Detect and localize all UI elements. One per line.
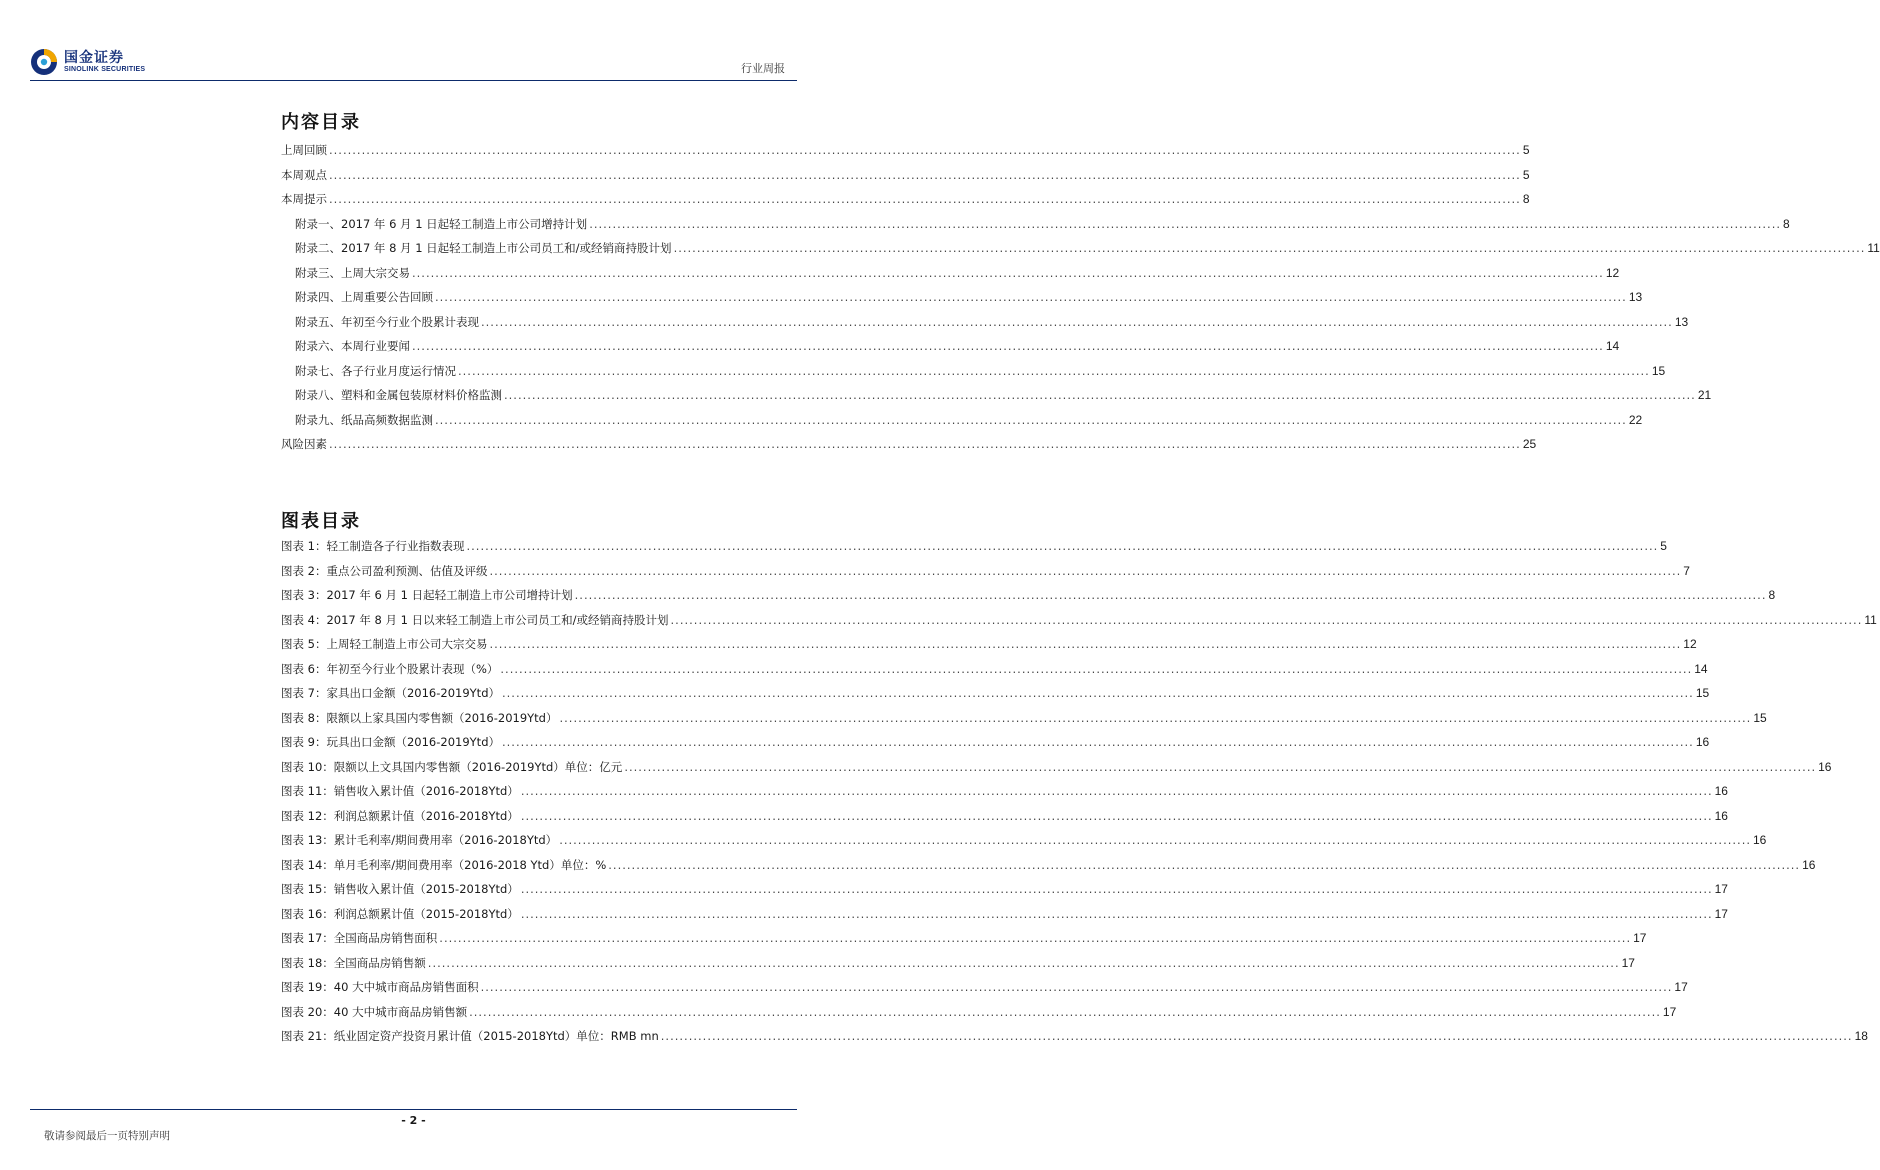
figure-entry-page: 17 [1714, 906, 1728, 921]
contents-entry-page: 25 [1522, 437, 1537, 451]
contents-entry-title: 附录八、塑料和金属包装原材料价格监测 [295, 388, 502, 402]
contents-entry-title: 本周观点 [281, 167, 327, 182]
figure-entry[interactable] [281, 612, 1877, 637]
dot-leader [608, 858, 1800, 872]
contents-entry-title: 附录六、本周行业要闻 [295, 339, 410, 353]
dot-leader [521, 784, 1713, 798]
figure-entry-page: 18 [1854, 1029, 1868, 1043]
page-number: - 2 - [401, 1114, 426, 1127]
contents-entry-title: 附录一、2017 年 6 月 1 日起轻工制造上市公司增持计划 [295, 216, 588, 231]
dot-leader [521, 907, 1713, 921]
report-type-label: 行业周报 [741, 62, 785, 75]
dot-leader [329, 143, 1521, 157]
figure-entry-title: 图表 11：销售收入累计值（2016-2018Ytd） [281, 784, 519, 798]
dot-leader [559, 833, 1751, 847]
dot-leader [489, 564, 1681, 578]
figure-entry-title: 图表 2：重点公司盈利预测、估值及评级 [281, 563, 488, 578]
figure-entry-title: 图表 6：年初至今行业个股累计表现（%） [281, 661, 499, 676]
figure-entry-page: 17 [1662, 1004, 1677, 1019]
figure-entry-page: 15 [1695, 686, 1710, 700]
contents-entry-page: 5 [1522, 167, 1530, 182]
contents-entry-title: 附录七、各子行业月度运行情况 [295, 363, 456, 378]
dot-leader [671, 613, 1863, 627]
figure-entry-title: 图表 16：利润总额累计值（2015-2018Ytd） [281, 906, 519, 921]
dot-leader [435, 290, 1627, 304]
dot-leader [560, 711, 1752, 725]
figure-entry-title: 图表 8：限额以上家具国内零售额（2016-2019Ytd） [281, 710, 558, 725]
contents-entry-page: 22 [1628, 412, 1643, 427]
figure-entry[interactable] [281, 636, 1697, 661]
figure-entry[interactable] [281, 979, 1688, 1004]
footer-divider [30, 1109, 797, 1110]
dot-leader [502, 686, 1694, 700]
figure-entry[interactable] [281, 783, 1728, 808]
figure-entry-title: 图表 15：销售收入累计值（2015-2018Ytd） [281, 882, 519, 896]
dot-leader [458, 364, 1650, 378]
header-divider [30, 80, 797, 81]
figure-entry-page: 16 [1714, 784, 1728, 798]
figures-list [281, 538, 1877, 1053]
contents-entry[interactable] [281, 142, 1530, 167]
company-logo [30, 46, 160, 78]
figure-entry-title: 图表 12：利润总额累计值（2016-2018Ytd） [281, 808, 519, 823]
contents-entry[interactable] [281, 412, 1643, 437]
figure-entry[interactable] [281, 587, 1776, 612]
figures-title: 图表目录 [281, 511, 361, 532]
dot-leader [481, 315, 1673, 329]
dot-leader [428, 956, 1620, 970]
contents-entry[interactable] [281, 314, 1689, 339]
contents-entry-title: 上周回顾 [281, 143, 327, 157]
figure-entry-page: 16 [1695, 735, 1710, 749]
dot-leader [521, 809, 1713, 823]
contents-entry-title: 风险因素 [281, 437, 327, 451]
figure-entry[interactable] [281, 661, 1708, 686]
dot-leader [589, 217, 1781, 231]
contents-entry-page: 5 [1522, 143, 1530, 157]
figure-entry[interactable] [281, 563, 1690, 588]
contents-entry[interactable] [281, 167, 1530, 192]
contents-entry-page: 8 [1783, 216, 1790, 231]
dot-leader [661, 1029, 1853, 1043]
dot-leader [504, 388, 1696, 402]
figure-entry-page: 17 [1621, 955, 1635, 970]
contents-entry[interactable] [281, 191, 1530, 216]
figure-entry[interactable] [281, 759, 1832, 784]
figure-entry-title: 图表 20：40 大中城市商品房销售额 [281, 1004, 468, 1019]
contents-entry[interactable] [281, 363, 1666, 388]
figure-entry[interactable] [281, 1004, 1677, 1029]
contents-entry-page: 13 [1628, 290, 1643, 304]
figure-entry-title: 图表 17：全国商品房销售面积 [281, 931, 438, 945]
dot-leader [439, 931, 1631, 945]
contents-entry-page: 21 [1697, 388, 1712, 402]
figure-entry-page: 16 [1802, 857, 1816, 872]
figure-entry[interactable] [281, 1028, 1868, 1053]
contents-list [281, 142, 1880, 461]
contents-entry-title: 本周提示 [281, 192, 327, 206]
figure-entry-title: 图表 7：家具出口金额（2016-2019Ytd） [281, 686, 500, 700]
dot-leader [412, 266, 1604, 280]
contents-entry-page: 14 [1605, 339, 1620, 353]
dot-leader [329, 437, 1521, 451]
contents-entry[interactable] [281, 240, 1880, 265]
figure-entry[interactable] [281, 734, 1710, 759]
contents-entry[interactable] [281, 265, 1620, 290]
figure-entry-page: 5 [1660, 539, 1667, 553]
contents-entry-title: 附录二、2017 年 8 月 1 日起轻工制造上市公司员工和/或经销商持股计划 [295, 241, 672, 255]
figure-entry[interactable] [281, 906, 1728, 931]
figure-entry[interactable] [281, 881, 1728, 906]
figure-entry[interactable] [281, 685, 1710, 710]
contents-entry-page: 15 [1651, 363, 1666, 378]
figure-entry-title: 图表 4：2017 年 8 月 1 日以来轻工制造上市公司员工和/或经销商持股计划 [281, 612, 669, 627]
dot-leader [624, 760, 1816, 774]
contents-entry[interactable] [281, 387, 1712, 412]
figure-entry-page: 17 [1674, 980, 1688, 994]
contents-entry-page: 11 [1867, 241, 1880, 255]
figure-entry-page: 7 [1683, 563, 1690, 578]
contents-entry[interactable] [281, 338, 1620, 363]
figure-entry[interactable] [281, 538, 1667, 563]
dot-leader [329, 192, 1521, 206]
dot-leader [502, 735, 1694, 749]
contents-entry-title: 附录四、上周重要公告回顾 [295, 290, 433, 304]
figure-entry-title: 图表 9：玩具出口金额（2016-2019Ytd） [281, 735, 500, 749]
dot-leader [412, 339, 1604, 353]
figure-entry[interactable] [281, 832, 1767, 857]
contents-entry-title: 附录三、上周大宗交易 [295, 265, 410, 280]
dot-leader [469, 1005, 1661, 1019]
page-header [0, 0, 827, 82]
disclaimer-note: 敬请参阅最后一页特别声明 [44, 1130, 170, 1142]
figure-entry-page: 17 [1714, 882, 1728, 896]
figure-entry-title: 图表 14：单月毛利率/期间费用率（2016-2018 Ytd）单位：% [281, 857, 607, 872]
dot-leader [575, 588, 1767, 602]
contents-entry-title: 附录九、纸品高频数据监测 [295, 412, 433, 427]
figure-entry-page: 17 [1633, 931, 1647, 945]
figure-entry-title: 图表 1：轻工制造各子行业指数表现 [281, 539, 465, 553]
figure-entry[interactable] [281, 857, 1816, 882]
contents-entry-page: 13 [1674, 314, 1689, 329]
dot-leader [674, 241, 1866, 255]
dot-leader [329, 168, 1521, 182]
sinolink-logo-icon [30, 48, 58, 76]
contents-entry-title: 附录五、年初至今行业个股累计表现 [295, 314, 479, 329]
contents-title: 内容目录 [281, 112, 361, 133]
figure-entry[interactable] [281, 930, 1647, 955]
figure-entry-page: 8 [1768, 588, 1776, 602]
dot-leader [500, 662, 1692, 676]
logo-chinese-name: 国金证券 [64, 50, 124, 66]
figure-entry-title: 图表 5：上周轻工制造上市公司大宗交易 [281, 637, 488, 651]
figure-entry-title: 图表 10：限额以上文具国内零售额（2016-2019Ytd）单位：亿元 [281, 759, 623, 774]
dot-leader [489, 637, 1681, 651]
dot-leader [481, 980, 1673, 994]
figure-entry-page: 16 [1818, 759, 1832, 774]
figure-entry-page: 11 [1864, 612, 1877, 627]
contents-entry-page: 12 [1605, 265, 1620, 280]
logo-english-name: SINOLINK SECURITIES [64, 66, 146, 73]
figure-entry[interactable] [281, 955, 1635, 980]
dot-leader [435, 413, 1627, 427]
dot-leader [466, 539, 1658, 553]
figure-entry-page: 16 [1714, 808, 1728, 823]
contents-entry[interactable] [281, 216, 1790, 241]
figure-entry-title: 图表 19：40 大中城市商品房销售面积 [281, 980, 479, 994]
figure-entry-page: 15 [1753, 710, 1767, 725]
contents-entry[interactable] [281, 436, 1537, 461]
figure-entry-page: 14 [1694, 661, 1708, 676]
figure-entry-page: 12 [1683, 637, 1697, 651]
figure-entry-title: 图表 13：累计毛利率/期间费用率（2016-2018Ytd） [281, 833, 558, 847]
contents-entry[interactable] [281, 289, 1643, 314]
figure-entry-title: 图表 18：全国商品房销售额 [281, 955, 426, 970]
figure-entry-page: 16 [1753, 833, 1767, 847]
contents-entry-page: 8 [1522, 192, 1530, 206]
figure-entry-title: 图表 3：2017 年 6 月 1 日起轻工制造上市公司增持计划 [281, 588, 573, 602]
figure-entry[interactable] [281, 710, 1767, 735]
dot-leader [521, 882, 1713, 896]
figure-entry[interactable] [281, 808, 1728, 833]
figure-entry-title: 图表 21：纸业固定资产投资月累计值（2015-2018Ytd）单位：RMB mn [281, 1029, 659, 1043]
